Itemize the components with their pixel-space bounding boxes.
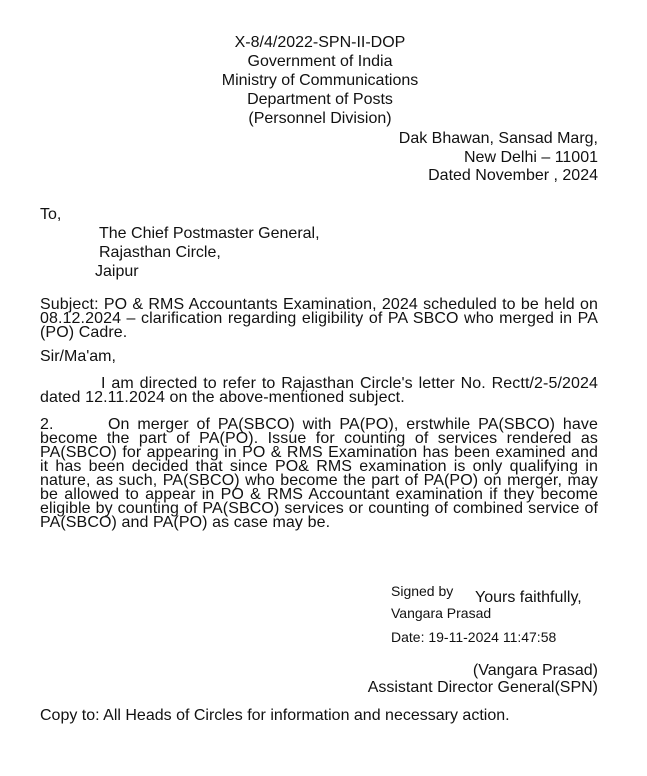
division-line: (Personnel Division) xyxy=(248,110,392,127)
signatory-name: (Vangara Prasad) xyxy=(472,662,598,679)
file-number: X-8/4/2022-SPN-II-DOP xyxy=(234,34,406,51)
ministry-line: Ministry of Communications xyxy=(221,72,419,89)
address-line-2: New Delhi – 11001 xyxy=(463,149,598,166)
addressee-line-3: Jaipur xyxy=(95,263,139,280)
paragraph-2-text: On merger of PA(SBCO) with PA(PO), erstwhile PA(SBCO) have become the part of PA(PO). Issue for counting of services rendered as PA(SBCO) for appearing in PO & RMS Examination has been examined and it has been decided that since PO& RMS examination is only qualifying in nature, as such, PA(SBCO) who become the part of PA(PO) on merger, may be allowed to appear in PO & RMS Accountant examination if they become eligible by counting of PA(SBCO) services or counting of combined service of PA(SBCO) and PA(PO) as case may be. xyxy=(40,416,598,531)
signer-name: Vangara Prasad xyxy=(391,605,492,621)
signed-by-label: Signed by xyxy=(391,583,454,599)
department-line: Department of Posts xyxy=(247,91,393,108)
signatory-designation: Assistant Director General(SPN) xyxy=(367,679,598,696)
salutation: Sir/Ma'am, xyxy=(40,348,116,365)
signature-date: Date: 19-11-2024 11:47:58 xyxy=(391,629,557,645)
copy-to: Copy to: All Heads of Circles for information and necessary action. xyxy=(40,707,510,724)
address-line-1: Dak Bhawan, Sansad Marg, xyxy=(398,130,598,147)
addressee-line-1: The Chief Postmaster General, xyxy=(99,225,320,242)
subject: Subject: PO & RMS Accountants Examination, 2024 scheduled to be held on 08.12.2024 – clarification regarding eligibility of PA SBCO who merged in PA (PO) Cadre. xyxy=(40,296,598,341)
closing-phrase: Yours faithfully, xyxy=(475,589,582,606)
paragraph-2-number: 2. xyxy=(40,416,54,433)
dated-line: Dated November , 2024 xyxy=(428,167,598,184)
paragraph-2 xyxy=(40,418,598,530)
paragraph-1: I am directed to refer to Rajasthan Circle's letter No. Rectt/2-5/2024 dated 12.11.2024 on the above-mentioned subject. xyxy=(40,375,598,406)
government-line: Government of India xyxy=(247,53,393,70)
addressee-line-2: Rajasthan Circle, xyxy=(99,244,221,261)
to-label: To, xyxy=(40,206,62,223)
